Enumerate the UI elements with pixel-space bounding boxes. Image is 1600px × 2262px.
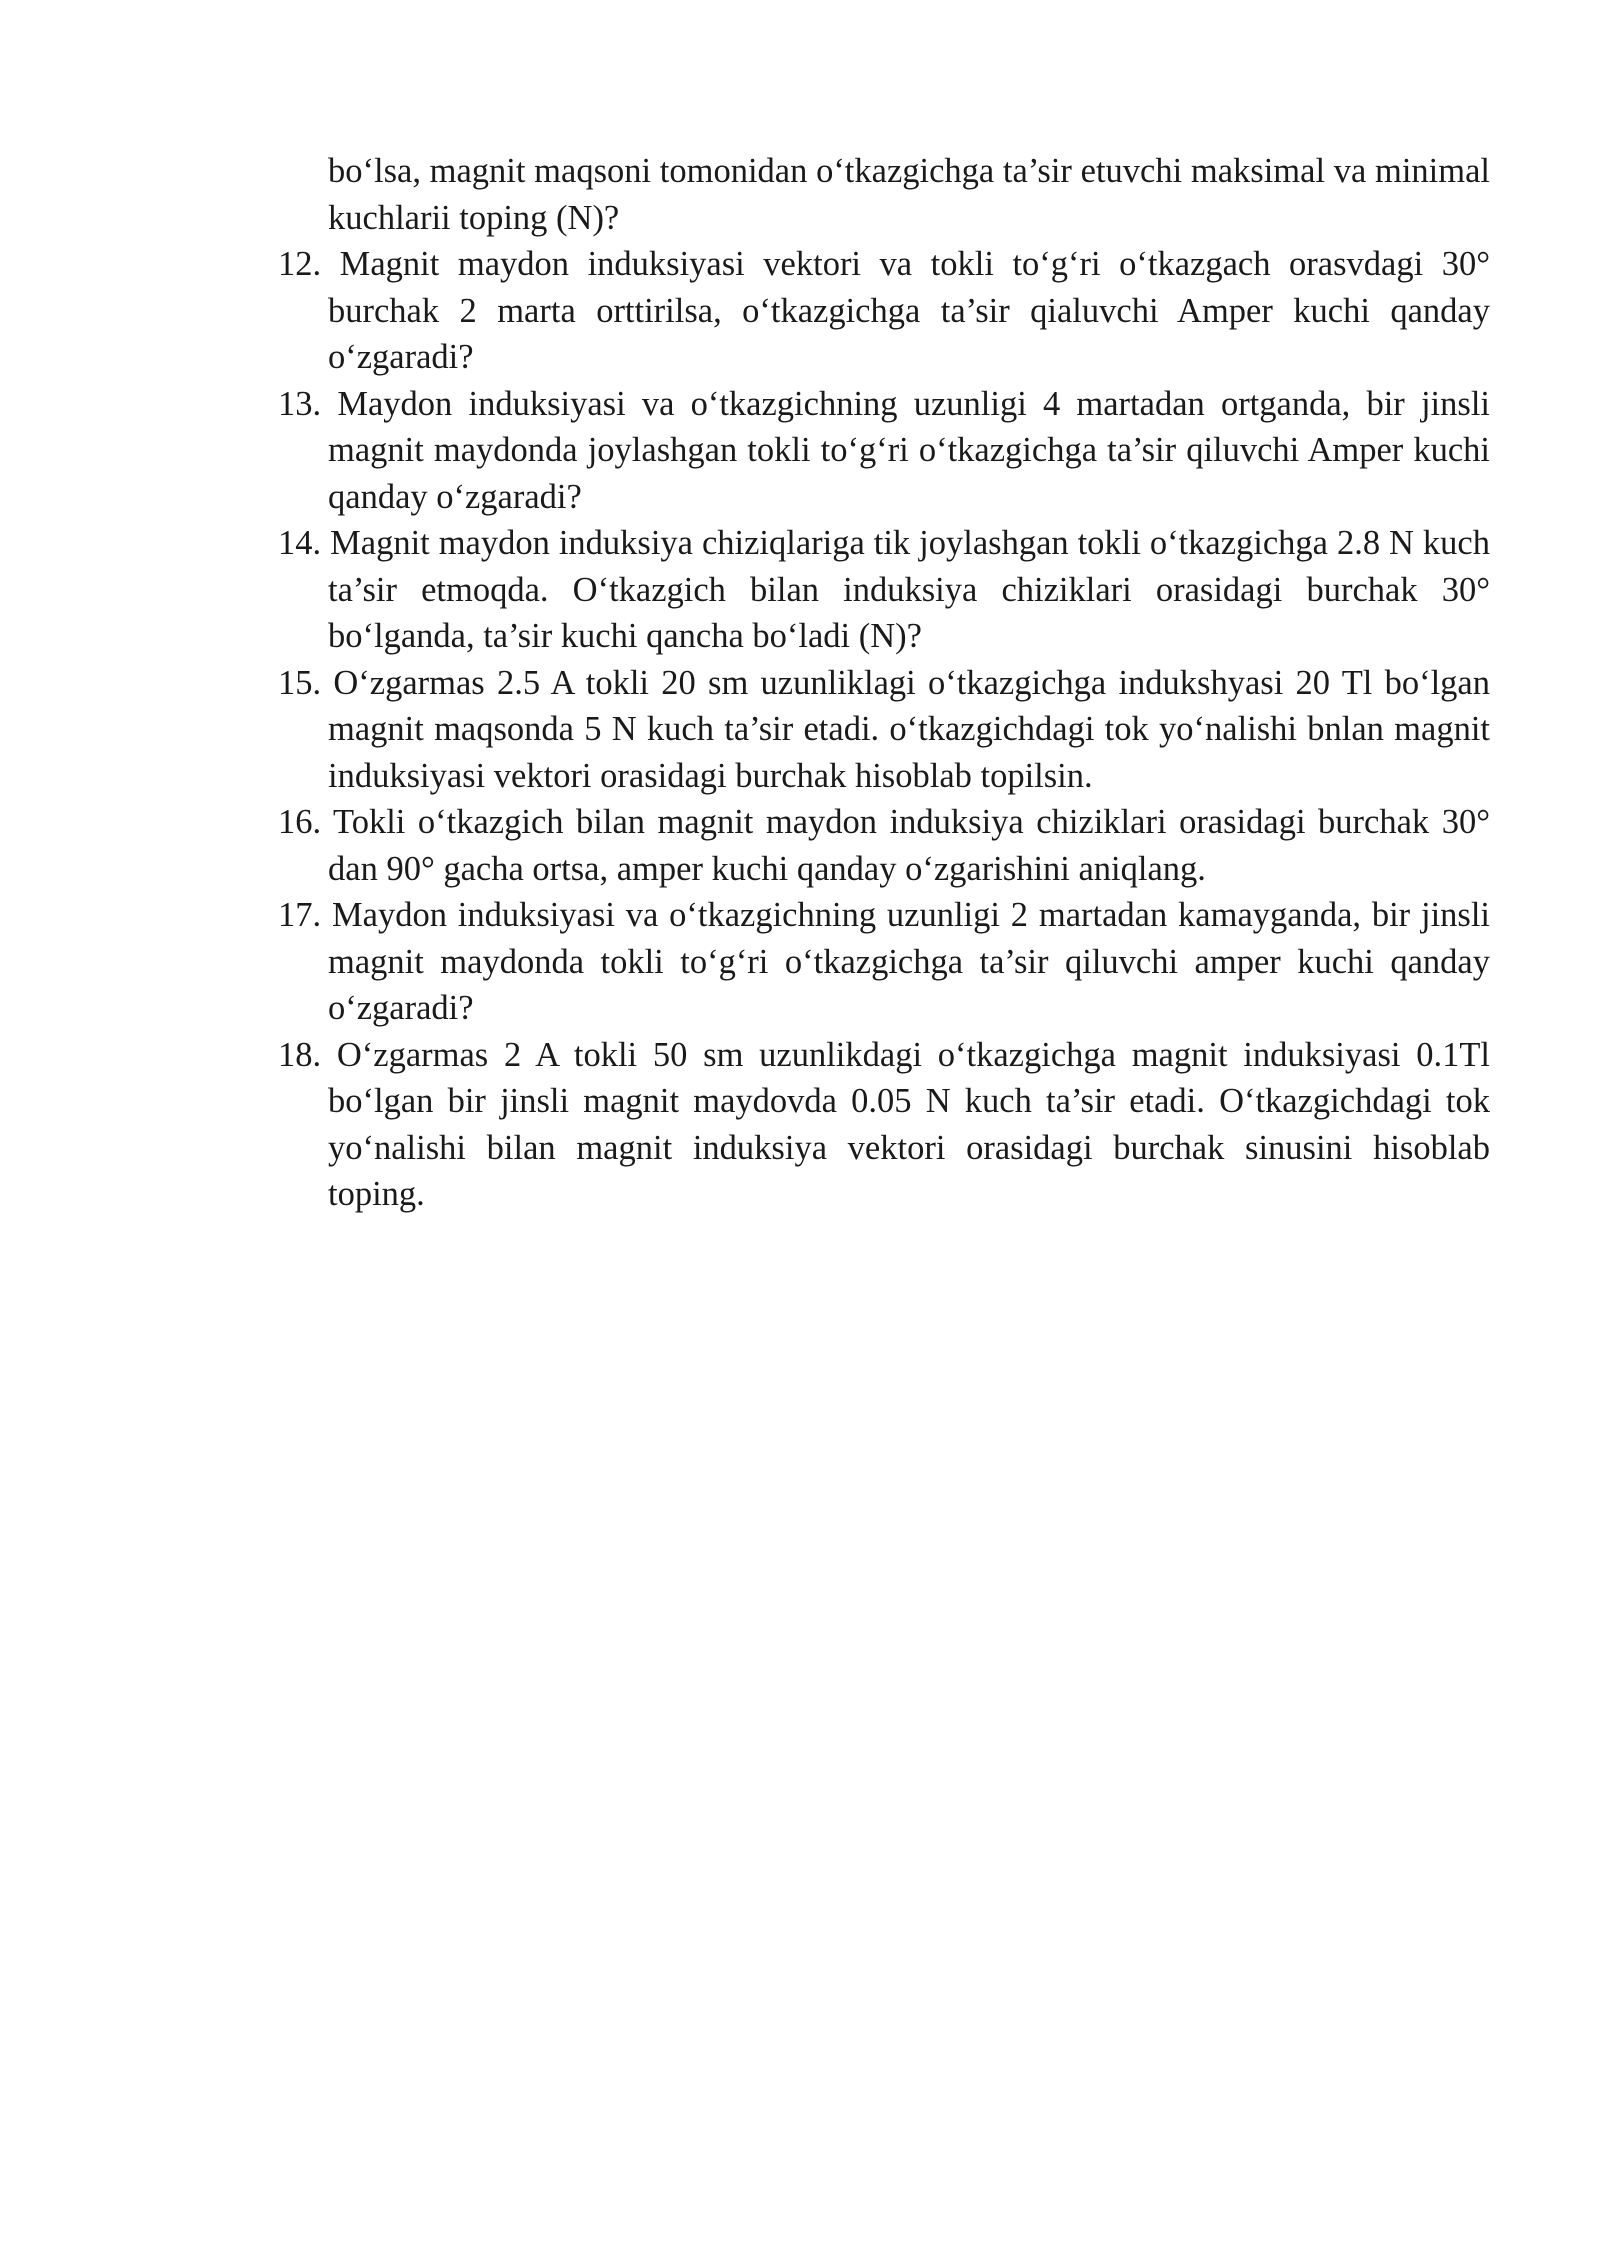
question-text: Maydon induksiyasi va o‘tkazgichning uzunligi 2 martadan kamayganda, bir jinsli magnit maydonda tokli to‘g‘ri o‘tkazgichga ta’sir qiluvchi amper kuchi qanday o‘zgaradi? (328, 896, 1491, 1027)
question-text: O‘zgarmas 2 A tokli 50 sm uzunlikdagi o‘tkazgichga magnit induksiyasi 0.1Tl bo‘lgan bir jinsli magnit maydovda 0.05 N kuch ta’sir etadi. O‘tkazgichdagi tok yo‘nalishi bilan magnit induksiya vektori orasidagi burchak sinusini hisoblab toping. (328, 1035, 1491, 1213)
question-item-13 (278, 381, 1490, 521)
question-number: 18. (278, 1035, 322, 1074)
question-text: Magnit maydon induksiyasi vektori va tokli to‘g‘ri o‘tkazgach orasvdagi 30° burchak 2 marta orttirilsa, o‘tkazgichga ta’sir qialuvchi Amper kuchi qanday o‘zgaradi? (328, 245, 1490, 376)
question-number: 14. (278, 524, 322, 562)
question-number: 13. (278, 384, 322, 423)
question-number: 15. (278, 663, 322, 702)
question-number: 16. (278, 803, 322, 841)
question-item-17 (278, 892, 1490, 1032)
question-text: Maydon induksiyasi va o‘tkazgichning uzunligi 4 martadan ortganda, bir jinsli magnit maydonda joylashgan tokli to‘g‘ri o‘tkazgichga ta’sir qiluvchi Amper kuchi qanday o‘zgaradi? (328, 384, 1490, 516)
question-text: O‘zgarmas 2.5 A tokli 20 sm uzunliklagi o‘tkazgichga indukshyasi 20 Tl bo‘lgan magnit maqsonda 5 N kuch ta’sir etadi. o‘tkazgichdagi tok yo‘nalishi bnlan magnit induksiyasi vektori orasidagi burchak hisoblab topilsin. (328, 663, 1490, 795)
question-text: Magnit maydon induksiya chiziqlariga tik joylashgan tokli o‘tkazgichga 2.8 N kuch ta’sir etmoqda. O‘tkazgich bilan induksiya chiziklari orasidagi burchak 30° bo‘lganda, ta’sir kuchi qancha bo‘ladi (N)? (328, 524, 1490, 655)
question-item-15 (278, 660, 1490, 800)
question-number: 17. (278, 896, 322, 934)
continued-question-text: bo‘lsa, magnit maqsoni tomonidan o‘tkazgichga ta’sir etuvchi maksimal va minimal kuchlarii toping (N)? (328, 152, 1490, 237)
question-item-16 (278, 799, 1490, 892)
question-item-14 (278, 520, 1490, 660)
question-number: 12. (278, 245, 322, 283)
question-text: Tokli o‘tkazgich bilan magnit maydon induksiya chiziklari orasidagi burchak 30° dan 90° gacha ortsa, amper kuchi qanday o‘zgarishini aniqlang. (328, 803, 1490, 888)
question-item-18 (278, 1032, 1490, 1218)
question-list (278, 148, 1490, 1218)
question-item-12 (278, 241, 1490, 381)
